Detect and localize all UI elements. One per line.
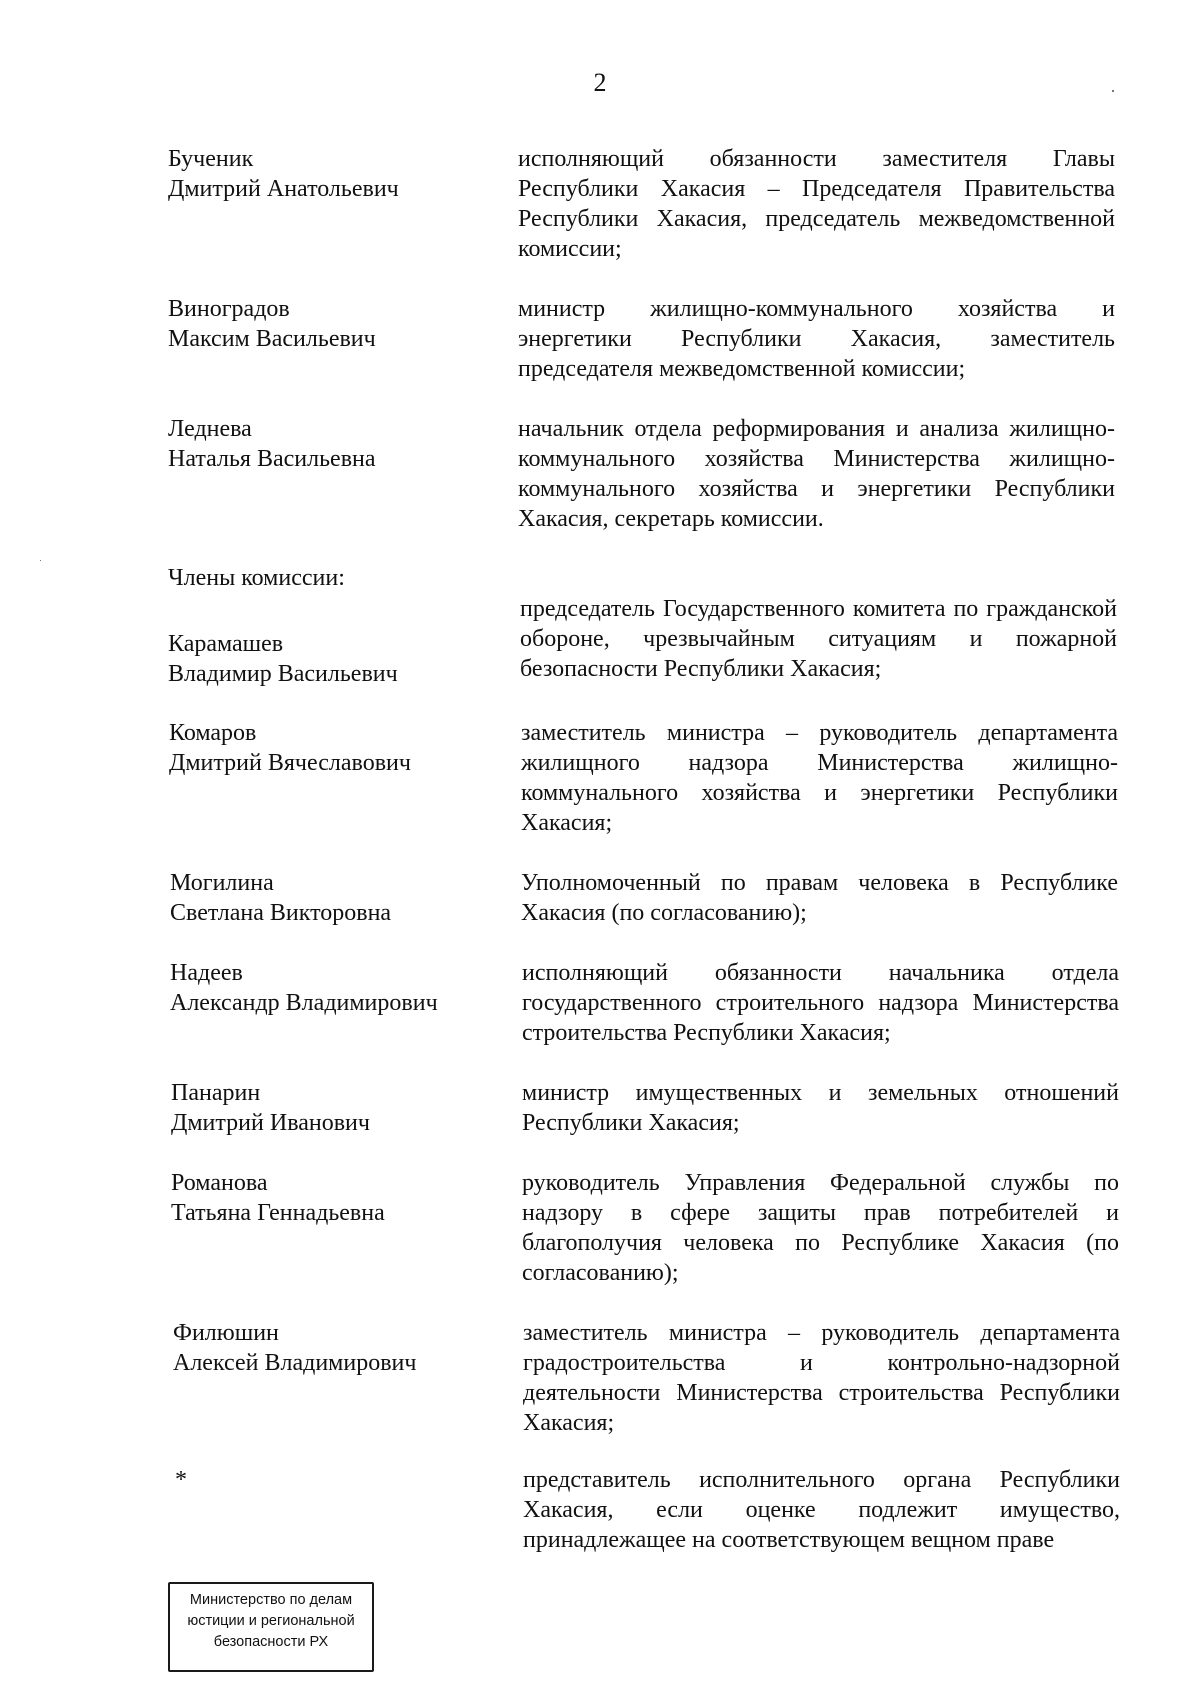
member-given-name: Александр Владимирович	[170, 990, 438, 1016]
member-surname: Романова	[171, 1170, 268, 1196]
member-given-name: Татьяна Геннадьевна	[171, 1200, 385, 1226]
member-surname: Панарин	[171, 1080, 261, 1106]
member-given-name: Дмитрий Анатольевич	[168, 176, 399, 202]
member-given-name: Максим Васильевич	[168, 326, 376, 352]
member-given-name: Дмитрий Иванович	[171, 1110, 370, 1136]
member-role: заместитель министра – руководитель департамента градостроительства и контрольно-надзорной деятельности Министерства строительства Республики Хакасия;	[523, 1320, 1120, 1436]
member-surname: Комаров	[169, 720, 257, 746]
member-given-name: Дмитрий Вячеславович	[169, 750, 411, 776]
member-name	[170, 868, 391, 928]
member-given-name: Владимир Васильевич	[168, 661, 398, 687]
member-name	[169, 718, 411, 778]
scan-speck	[1112, 90, 1114, 92]
member-name	[173, 1318, 416, 1378]
member-name	[168, 294, 376, 354]
member-role: заместитель министра – руководитель департамента жилищного надзора Министерства жилищно-коммунального хозяйства и энергетики Республики Хакасия;	[521, 720, 1118, 836]
scan-speck	[40, 560, 41, 561]
member-role: министр жилищно-коммунального хозяйства и энергетики Республики Хакасия, заместитель председателя межведомственной комиссии;	[518, 296, 1115, 382]
member-surname: *	[175, 1467, 187, 1493]
member-surname: Надеев	[170, 960, 243, 986]
member-role: председатель Государственного комитета по гражданской обороне, чрезвычайным ситуациям и пожарной безопасности Республики Хакасия;	[520, 596, 1117, 682]
member-surname: Могилина	[170, 870, 274, 896]
member-surname: Леднева	[168, 416, 252, 442]
member-name	[171, 1078, 370, 1138]
page-number: 2	[593, 68, 607, 97]
member-name	[168, 414, 376, 474]
member-name	[168, 144, 399, 204]
member-role: исполняющий обязанности заместителя Главы Республики Хакасия – Председателя Правительства Республики Хакасия, председатель межведомственной комиссии;	[518, 146, 1115, 262]
member-given-name: Светлана Викторовна	[170, 900, 392, 926]
member-surname: Карамашев	[168, 631, 284, 657]
member-name	[168, 629, 398, 689]
member-given-name: Наталья Васильевна	[168, 446, 376, 472]
member-name	[171, 1168, 385, 1228]
member-name	[175, 1465, 187, 1495]
members-section-label: Члены комиссии:	[168, 565, 345, 591]
stamp-line: безопасности РХ	[213, 1634, 329, 1650]
member-surname: Филюшин	[173, 1320, 279, 1346]
member-role: руководитель Управления Федеральной службы по надзору в сфере защиты прав потребителей и благополучия человека по Республике Хакасия (по согласованию);	[522, 1170, 1119, 1286]
member-role: министр имущественных и земельных отношений Республики Хакасия;	[522, 1080, 1119, 1136]
member-role: Уполномоченный по правам человека в Республике Хакасия (по согласованию);	[521, 870, 1118, 926]
member-name	[170, 958, 438, 1018]
member-role: начальник отдела реформирования и анализа жилищно-коммунального хозяйства Министерства жилищно-коммунального хозяйства и энергетики Республики Хакасия, секретарь комиссии.	[518, 416, 1115, 532]
member-role: исполняющий обязанности начальника отдела государственного строительного надзора Министерства строительства Республики Хакасия;	[522, 960, 1119, 1046]
member-surname: Бученик	[168, 146, 254, 172]
member-given-name: Алексей Владимирович	[173, 1350, 417, 1376]
stamp-line: юстиции и региональной	[187, 1613, 355, 1629]
ministry-stamp	[168, 1582, 374, 1672]
member-role: представитель исполнительного органа Республики Хакасия, если оценке подлежит имущество, принадлежащее на соответствующем вещном праве	[523, 1467, 1120, 1553]
stamp-line: Министерство по делам	[189, 1592, 353, 1608]
member-surname: Виноградов	[168, 296, 290, 322]
